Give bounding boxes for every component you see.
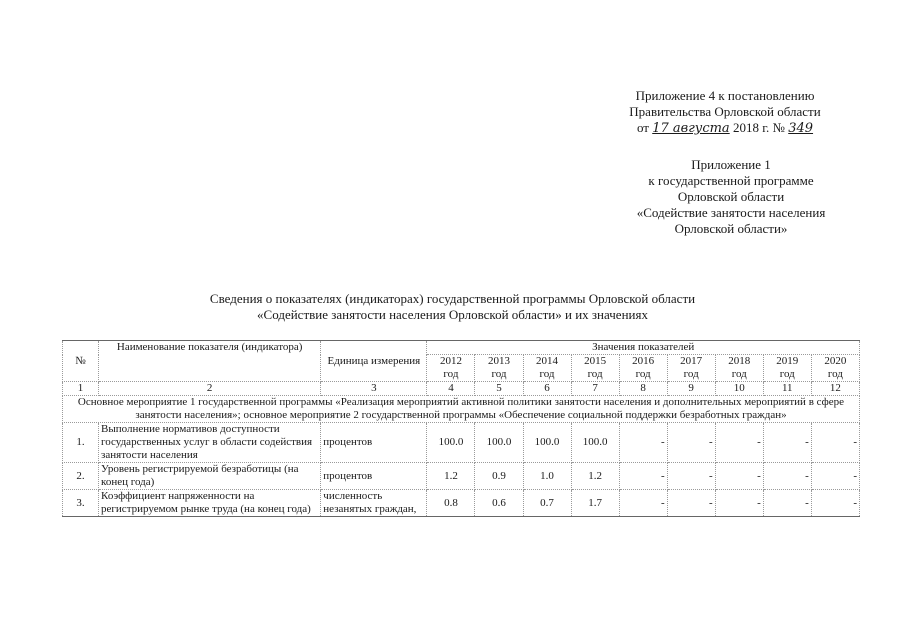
row-value: 1.2 (571, 463, 619, 490)
header-year-suffix: год (827, 368, 843, 380)
header-year-value: 2013 (487, 355, 510, 367)
row-value: 0.6 (475, 490, 523, 517)
column-number: 5 (475, 382, 523, 396)
row-value: - (715, 423, 763, 463)
row-num: 3. (63, 490, 99, 517)
header-year-suffix: год (635, 368, 651, 380)
column-number: 9 (667, 382, 715, 396)
row-unit: процентов (321, 463, 427, 490)
header-year-value: 2018 (728, 355, 751, 367)
indicators-table (62, 340, 860, 517)
row-value: - (619, 490, 667, 517)
row-unit: процентов (321, 423, 427, 463)
appendix-header (606, 157, 856, 237)
appendix-line4: «Содействие занятости населения (636, 205, 826, 220)
row-value: - (667, 490, 715, 517)
row-value: 100.0 (427, 423, 475, 463)
header-year-2017 (667, 355, 715, 382)
header-year-value: 2012 (439, 355, 462, 367)
row-name: Коэффициент напряженности на регистрируемом рынке труда (на конец года) (99, 490, 321, 517)
row-value: - (715, 490, 763, 517)
row-value: - (667, 423, 715, 463)
document-title-line1: Сведения о показателях (индикаторах) государственной программы Орловской области (209, 291, 696, 306)
table-row (63, 423, 860, 463)
row-value: - (811, 490, 859, 517)
row-name: Уровень регистрируемой безработицы (на конец года) (99, 463, 321, 490)
header-unit: Единица измерения (321, 341, 427, 382)
decree-from-prefix: от (636, 120, 649, 135)
decree-header-line2: Правительства Орловской области (629, 104, 821, 119)
row-num: 1. (63, 423, 99, 463)
table-column-numbers-row (63, 382, 860, 396)
header-year-2012 (427, 355, 475, 382)
row-value: - (619, 423, 667, 463)
section-row (63, 396, 860, 423)
header-year-suffix: год (779, 368, 795, 380)
header-values: Значения показателей (427, 341, 860, 355)
header-year-2013 (475, 355, 523, 382)
row-value: 100.0 (571, 423, 619, 463)
header-year-2015 (571, 355, 619, 382)
header-year-value: 2019 (776, 355, 799, 367)
row-value: 1.7 (571, 490, 619, 517)
row-value: - (763, 423, 811, 463)
header-year-suffix: год (491, 368, 507, 380)
header-year-value: 2020 (824, 355, 847, 367)
decree-date-handwritten: 17 августа (652, 121, 730, 136)
row-value: 0.7 (523, 490, 571, 517)
header-year-suffix: год (731, 368, 747, 380)
row-value: - (763, 463, 811, 490)
document-title (0, 291, 905, 323)
row-value: - (763, 490, 811, 517)
row-value: - (667, 463, 715, 490)
appendix-line1: Приложение 1 (691, 157, 771, 172)
row-value: 100.0 (475, 423, 523, 463)
header-year-suffix: год (443, 368, 459, 380)
header-name: Наименование показателя (индикатора) (99, 341, 321, 382)
appendix-line3: Орловской области (677, 189, 785, 204)
header-year-suffix: год (587, 368, 603, 380)
decree-date-line (600, 120, 850, 137)
header-year-value: 2014 (536, 355, 559, 367)
row-name: Выполнение нормативов доступности государственных услуг в области содействия занятости населения (99, 423, 321, 463)
row-value: 0.8 (427, 490, 475, 517)
row-value: - (619, 463, 667, 490)
header-year-value: 2017 (680, 355, 703, 367)
column-number: 6 (523, 382, 571, 396)
row-num: 2. (63, 463, 99, 490)
column-number: 4 (427, 382, 475, 396)
row-value: 0.9 (475, 463, 523, 490)
column-number: 3 (321, 382, 427, 396)
column-number: 11 (763, 382, 811, 396)
row-value: 1.0 (523, 463, 571, 490)
header-year-2018 (715, 355, 763, 382)
header-year-2019 (763, 355, 811, 382)
row-value: - (811, 463, 859, 490)
decree-number-handwritten: 349 (788, 121, 814, 136)
column-number: 2 (99, 382, 321, 396)
appendix-line5: Орловской области» (674, 221, 788, 236)
column-number: 12 (811, 382, 859, 396)
header-year-2016 (619, 355, 667, 382)
header-year-suffix: год (683, 368, 699, 380)
column-number: 1 (63, 382, 99, 396)
column-number: 8 (619, 382, 667, 396)
header-year-value: 2015 (584, 355, 607, 367)
row-unit: численность незанятых граждан, (321, 490, 427, 517)
column-number: 10 (715, 382, 763, 396)
table-row (63, 463, 860, 490)
document-title-line2: «Содействие занятости населения Орловской области» и их значениях (257, 307, 648, 322)
header-year-value: 2016 (632, 355, 655, 367)
row-value: 100.0 (523, 423, 571, 463)
decree-year-text: 2018 г. № (732, 120, 785, 135)
table-header-row (63, 341, 860, 355)
appendix-line2: к государственной программе (648, 173, 814, 188)
header-year-suffix: год (539, 368, 555, 380)
decree-header-line1: Приложение 4 к постановлению (635, 88, 815, 103)
header-year-2014 (523, 355, 571, 382)
section-cell: Основное мероприятие 1 государственной программы «Реализация мероприятий активной политики занятости населения и дополнительных мероприятий в сфере занятости населения»; основное мероприятие 2 государственной программы «Обеспечение социальной поддержки безработных граждан» (63, 396, 860, 423)
table-row (63, 490, 860, 517)
row-value: - (811, 423, 859, 463)
decree-header (600, 88, 850, 137)
row-value: 1.2 (427, 463, 475, 490)
column-number: 7 (571, 382, 619, 396)
header-num: № (63, 341, 99, 382)
header-year-2020 (811, 355, 859, 382)
row-value: - (715, 463, 763, 490)
